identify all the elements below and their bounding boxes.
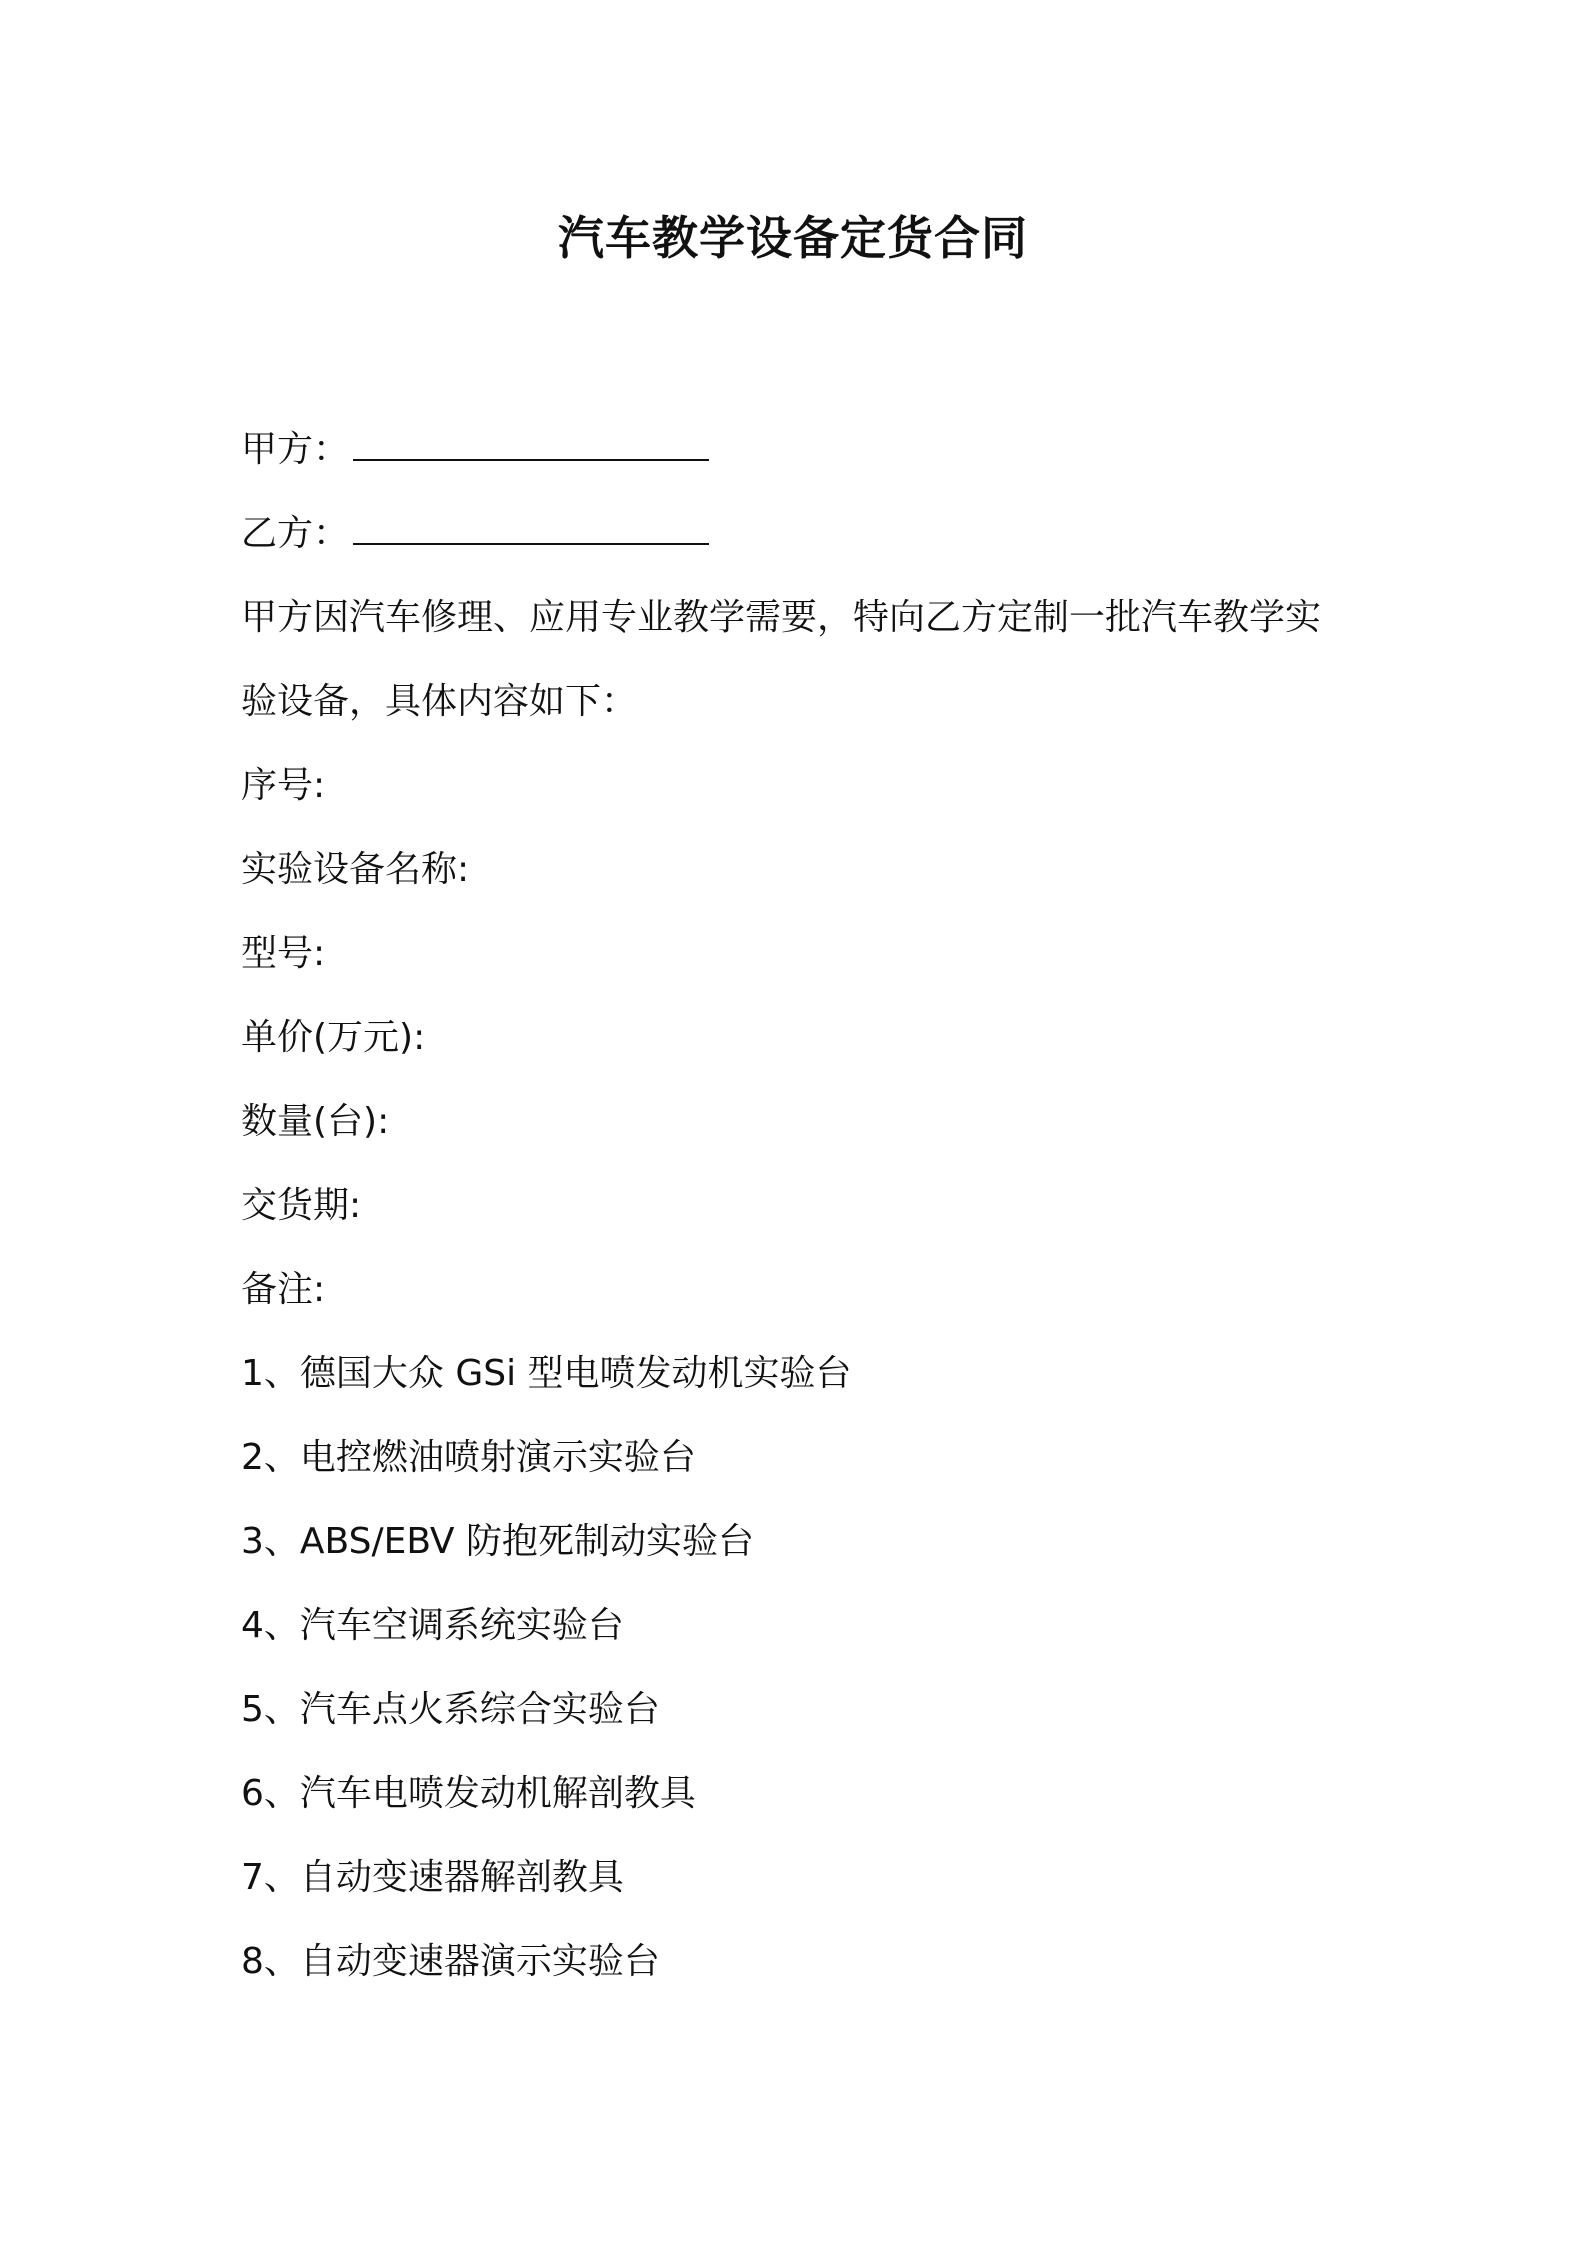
intro-text-line-1: 甲方因汽车修理、应用专业教学需要，特向乙方定制一批汽车教学实: [241, 597, 1322, 638]
field-unit-price: 单价(万元):: [241, 1017, 426, 1058]
list-item: 2、电控燃油喷射演示实验台: [241, 1437, 696, 1478]
list-item: 5、汽车点火系综合实验台: [241, 1689, 660, 1730]
list-item: 8、自动变速器演示实验台: [241, 1941, 660, 1982]
party-a-blank: [353, 415, 709, 461]
party-b-blank: [353, 499, 709, 545]
field-remarks: 备注:: [241, 1269, 326, 1310]
document-body: [241, 408, 1351, 2004]
party-a-label: 甲方：: [241, 429, 350, 470]
document-title: 汽车教学设备定货合同: [558, 211, 1028, 265]
list-item: 4、汽车空调系统实验台: [241, 1605, 624, 1646]
list-item: 1、德国大众 GSi 型电喷发动机实验台: [241, 1353, 852, 1394]
party-a-line: [241, 408, 1351, 492]
field-quantity: 数量(台):: [241, 1101, 390, 1142]
list-item: 7、自动变速器解剖教具: [241, 1857, 624, 1898]
list-item: 3、ABS/EBV 防抱死制动实验台: [241, 1521, 754, 1562]
field-equipment-name: 实验设备名称:: [241, 849, 470, 890]
party-b-label: 乙方：: [241, 513, 350, 554]
list-item: 6、汽车电喷发动机解剖教具: [241, 1773, 696, 1814]
field-delivery-date: 交货期:: [241, 1185, 362, 1226]
intro-text-line-2: 验设备，具体内容如下：: [241, 681, 638, 722]
field-serial-number: 序号:: [241, 765, 326, 806]
party-b-line: [241, 492, 1351, 576]
field-model: 型号:: [241, 933, 326, 974]
